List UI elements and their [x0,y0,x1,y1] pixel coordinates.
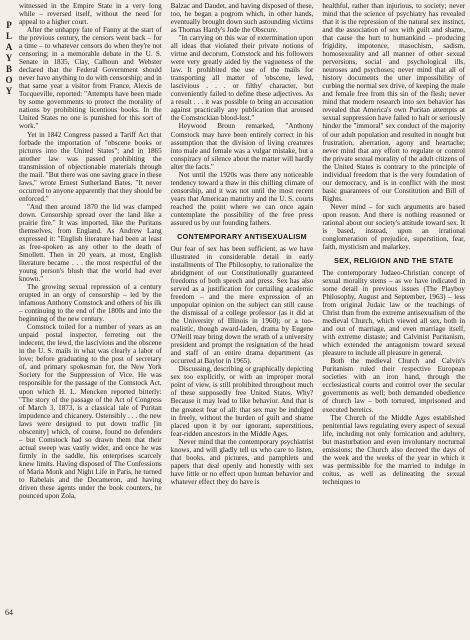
paragraph: Both the medieval Church and Calvin's Puritanism ruled their respective European societies with an iron hand, through the ecclesiastical courts and control over the secular governments as well; both demanded obedience of church law – both tortured, imprisoned and executed heretics. [322,357,466,414]
paragraph: "And then around 1870 the lid was clamped down. Censorship spread over the land like a prairie fire." It was imported, like the Puritans themselves, from England. As Andrew Lang expressed it: "English literature had been at least as free-spoken as any other to the death of Smollett. Then in 20 years, at most, English literature became . . . the most respectful of the young person's blush that the world had ever known." [19,202,162,284]
paragraph: The growing sexual repression of a century erupted in an orgy of censorship – led by the infamous Anthony Comstock and others of his ilk – continuing to the end of the 1800s and into the beginning of the new century. [19,283,162,324]
paragraph: Comstock toiled for a number of years as an unpaid postal inspector, ferreting out the indecent, the lewd, the lascivious and the obscene in the U. S. mails in what was clearly a labor of love; before graduating to the post of secretary of, and primary spokesman for, the New York Society for the Suppression of Vice. He was responsible for the passage of the Comstock Act, upon which H. L. Mencken reported bitterly: "The story of the passage of the Act of Congress of March 3, 1873, is a classical tale of Puritan impudence and chicanery. Ostensibly . . . the new laws were designed to put down traffic [in obscenity] which, of course, found no defenders – but Comstock had so drawn them that their actual sweep was vastly wider, and once he was firmly in the saddle, his enterprises scarcely knew limits. Having disposed of The Confessions of Maria Monk and Night Life in Paris, he turned to Rabelais and the Decameron, and having driven these agents under the book counters, he pounced upon Zola, [19,323,162,500]
masthead-letter: B [5,64,12,74]
article-body [19,2,465,632]
paragraph: The contemporary Judaeo-Christian concept of sexual morality stems – as we have indicated in some detail in previous issues (The Playboy Philosophy, August and September, 1963) – less from original Judaic law or the teachings of Christ than from the extreme antisexualism of the medieval Church, which viewed all sex, both in and out of marriage, and even marriage itself, with extreme distaste; and Calvinist Puritanism, which extended the antagonism toward sexual pleasure to include all pleasure in general. [322,268,466,358]
paragraph: After the unhappy fate of Fanny at the start of the previous century, the censors went back – for a time – to whatever censors do when they're not censoring; in a memorable debate in the U. S. Senate in 1835, Clay, Calhoun and Webster declared that the Federal Government should never have anything to do with censorship; and in that same year a visitor from France, Alexis de Tocqueville, reported: "Attempts have been made by some governments to protect the morality of nations by prohibiting licentious books. In the United States no one is punished for this sort of work." [19,26,162,131]
masthead-letter: A [5,42,13,52]
paragraph: Never mind that the contemporary psychiatrist knows, and will gladly tell us who care to listen, that books, and pictures, and pamphlets and papers that deal openly and honestly with sex have little or no effect upon human behavior and whatever effect they do have is [170,437,314,486]
paragraph: witnessed in the Empire State in a very long while – reversed itself, without the need for appeal to a higher court. [19,2,162,27]
section-heading: SEX, RELIGION AND THE STATE [333,255,454,265]
paragraph: Yet in 1842 Congress passed a Tariff Act that forbade the importation of "obscene books or pictures into the United States"; and in 1865 another law was passed prohibiting the transmission of objectionable materials through the mail. "But there was one saving grace in these laws," wrote Ernest Sutherland Bates. "It never occurred to anyone apparently that they should be enforced." [19,130,162,203]
paragraph: The Church of the Middle Ages established penitential laws regulating every aspect of sexual life, including not only fornication and adultery, but masturbation and even involuntary nocturnal emissions; the Church also decreed the days of the week and the weeks of the year in which it was permissible for the married to indulge in coitus, as well as delineating the sexual techniques to [322,413,466,486]
section-heading: CONTEMPORARY ANTISEXUALISM [177,231,307,241]
paragraph: Balzac and Daudet, and having disposed of these, too, he began a pogrom which, in other hands, eventually brought down such astounding victims as Thomas Hardy's Jude the Obscure. [170,2,314,35]
paragraph: "In carrying on this war of extermination upon all ideas that violated their private notions of virtue and decorum, Comstock and his followers were very greatly aided by the vagueness of the law. It prohibited the use of the mails for transporting all matter of 'obscene, lewd, lascivious . . . or filthy' character, but conveniently failed to define these adjectives. As a result . . . it was possible to bring an accusation against practically any publication that aroused the Comstockian blood-lust." [170,34,314,123]
page-number: 64 [5,608,13,617]
masthead-letter: O [5,75,13,85]
paragraph: Not until the 1920s was there any noticeable tendency toward a thaw in this chilling climate of censorship, and it was not until the most recent years that American maturity and the U. S. courts reached the point where we can once again contemplate the possibility of the free press assured us by our founding fathers. [170,170,314,227]
masthead-letter: Y [5,53,13,63]
paragraph: healthful, rather than injurious, to society; never mind that the science of psychiatry has revealed that it is the repression of the natural sex instinct, and the association of sex with guilt and shame, that cause the hurt to humankind – producing frigidity, impotence, masochism, sadism, homosexuality and all manner of other sexual perversions, social and psychological ills, neuroses and psychoses; never mind that all of history documents the utter impossibility of curbing the normal sex drive, of keeping the male and female free from this sin of the flesh; never mind that modern research into sex behavior has revealed that America's own Puritan attempts at sexual suppression have failed to halt or seriously hinder the "immoral" sex conduct of the majority of our adult population and resulted in nought but frustration, aberration, agony and heartache; never mind that any effort to regulate or control the private sexual morality of the adult citizens of the United States is contrary to the principle of individual freedom that is the very foundation of our democracy, and is in conflict with the most basic guarantees of our Constitution and Bill of Rights. [322,2,466,203]
column-1 [19,2,162,632]
masthead [4,20,14,97]
masthead-letter: P [6,20,12,30]
masthead-letter: Y [5,86,13,96]
column-3 [322,2,465,632]
masthead-letter: L [5,31,12,41]
column-2 [171,2,314,632]
paragraph: Discussing, describing or graphically depicting sex too explicitly, or with an improper moral point of view, is still prohibited throughout much of these supposedly free United States. Why? Because it may lead to like behavior. And that is the greatest fear of all: that sex may be indulged in freely, without the burden of guilt and shame placed upon it by our ignorant, superstitious, fear-ridden ancestors in the Middle Ages. [170,365,314,438]
paragraph: Never mind – for such arguments are based upon reason. And there is nothing reasoned or rational about our society's attitude toward sex. It is based, instead, upon an irrational conglomeration of prejudice, superstition, fear, faith, mysticism and malarkey. [322,202,466,251]
paragraph: Heywood Broun remarked, "Anthony Comstock may have been entirely correct in his assumption that the division of living creatures into male and female was a vulgar mistake, but a conspiracy of silence about the matter will hardly alter the facts." [170,122,314,171]
paragraph: Our fear of sex has been sufficient, as we have illustrated in considerable detail in early installments of The Philosophy, to rationalize the abridgment of our Constitutionally guaranteed freedoms of both speech and press. Sex has also served as a justification for curtailing academic freedom – and the mere expression of an unpopular opinion on the subject can still cause the dismissal of a college professor (as it did at the University of Illinois in 1960); or a too-realistic, though award-laden, drama by Eugene O'Neill may bring down the wrath of a university president and prompt the resignation of the head and staff of an entire drama department (as occurred at Baylor in 1965). [170,244,314,366]
